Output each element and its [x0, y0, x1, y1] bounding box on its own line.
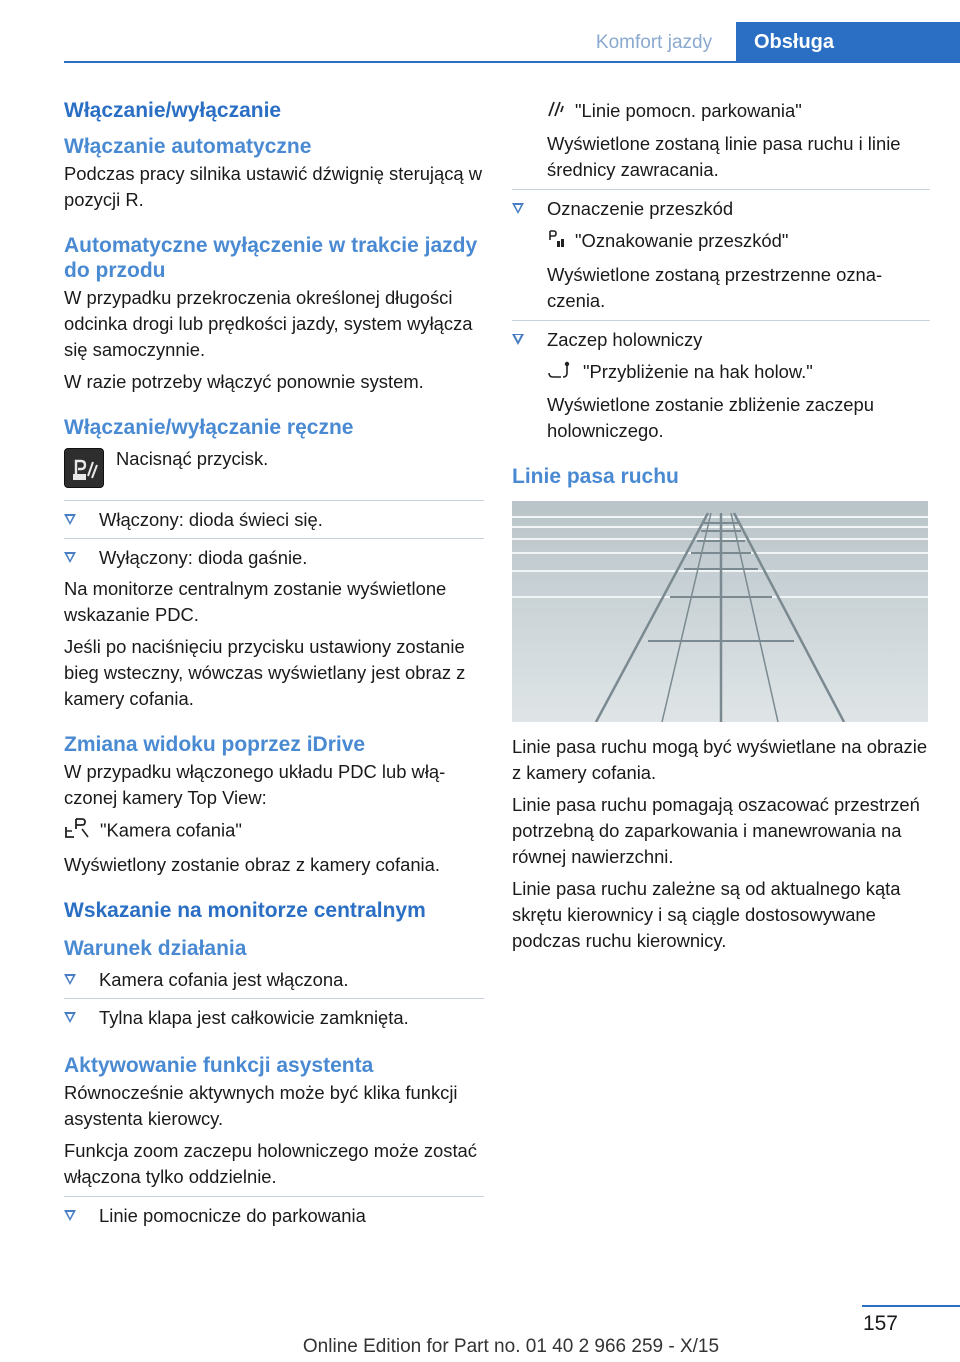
menu-entry-camera: "Kamera cofania"	[64, 817, 484, 846]
menu-entry-obstacles: "Oznakowanie przeszkód"	[512, 228, 930, 256]
paragraph-monitor: Na monitorze centralnym zostanie wyświetlone wskazanie PDC.	[64, 578, 447, 625]
paragraph-hitch: Wyświetlone zostanie zbliżenie zaczepu holowniczego.	[547, 393, 874, 441]
heading-on-off: Włączanie/wyłączanie	[64, 99, 282, 122]
rear-camera-icon	[64, 817, 90, 846]
paragraph-auto-off-2: W razie potrzeby włączyć ponownie system.	[64, 371, 424, 392]
paragraph-auto-on: Podczas pracy silnika ustawić dźwignię sterującą w pozycji R.	[64, 163, 483, 210]
paragraph-obstacles: Wyświetlone zostaną przestrzenne oznaczenia.	[547, 263, 883, 311]
hitch-zoom-icon	[547, 360, 573, 386]
paragraph-reverse: Jeśli po naciśnięciu przycisku ustawiony zostanie bieg wsteczny, wówczas wyświetlany jest obraz z kamery cofania.	[64, 636, 466, 709]
list-item-hitch: Zaczep holowniczy	[512, 327, 930, 353]
pdc-button-icon	[64, 448, 104, 488]
list-item-obstacles: Oznaczenie przeszkód	[512, 196, 930, 222]
paragraph-assist-2: Funkcja zoom zaczepu holowniczego może zostać włączona tylko oddzielnie.	[64, 1140, 477, 1187]
list-item-led-on: Włączony: dioda świeci się.	[64, 507, 484, 533]
paragraph-auto-off-1: W przypadku przekroczenia określonej długości odcinka drogi lub prędkości jazdy, system wyłącza się samoczynnie.	[64, 287, 473, 360]
header-active-tab: Obsługa	[736, 22, 960, 63]
parking-lines-icon	[547, 99, 565, 125]
button-instruction	[64, 448, 484, 488]
heading-idrive: Zmiana widoku poprzez iDrive	[64, 733, 366, 756]
heading-central-monitor: Wskazanie na monitorze centralnym	[64, 899, 426, 922]
list-item-led-off: Wyłączony: dioda gaśnie.	[64, 545, 484, 571]
heading-condition: Warunek działania	[64, 937, 247, 960]
list-item-tailgate: Tylna klapa jest całkowicie zamknięta.	[64, 1005, 484, 1031]
paragraph-lane-2: Linie pasa ruchu pomagają oszacować przestrzeń potrzebną do zaparkowania i manewrowania na równej nawierzchni.	[512, 793, 920, 867]
list-item-camera-on: Kamera cofania jest włączona.	[64, 967, 484, 993]
paragraph-assist-1: Równocześnie aktywnych może być klika funkcji asystenta kierowcy.	[64, 1082, 458, 1129]
heading-assist: Aktywowanie funkcji asystenta	[64, 1054, 374, 1077]
paragraph-press-button: Nacisnąć przycisk.	[116, 448, 269, 469]
menu-entry-parking-lines: "Linie pomocn. parkowania"	[512, 98, 930, 125]
list-item-parking-lines: Linie pomocnicze do parkowania	[64, 1203, 484, 1229]
header-section-tab: Komfort jazdy	[595, 32, 713, 53]
paragraph-parking-lines: Wyświetlone zostaną linie pasa ruchu i linie średnicy zawracania.	[547, 133, 901, 181]
right-column	[512, 98, 930, 960]
page-number: 157	[862, 1312, 898, 1335]
lane-lines-camera-image	[512, 501, 928, 722]
obstacle-marking-icon	[547, 229, 565, 256]
heading-lane-lines: Linie pasa ruchu	[512, 464, 679, 488]
paragraph-idrive: W przypadku włączonego układu PDC lub włączonej kamery Top View:	[64, 761, 446, 808]
left-column	[64, 98, 484, 1229]
heading-auto-off: Automatyczne wyłączenie w trakcie jazdy do przodu	[64, 234, 478, 282]
footer-rule	[862, 1305, 960, 1307]
paragraph-camera-shown: Wyświetlony zostanie obraz z kamery cofania.	[64, 854, 440, 875]
header-rule	[64, 61, 960, 63]
edition-footer: Online Edition for Part no. 01 40 2 966 259 - X/15	[302, 1336, 720, 1357]
menu-entry-hitch: "Przybliżenie na hak holow."	[512, 359, 930, 386]
paragraph-lane-1: Linie pasa ruchu mogą być wyświetlane na obrazie z kamery cofania.	[512, 735, 928, 783]
heading-manual: Włączanie/wyłączanie ręczne	[64, 416, 354, 439]
heading-auto-on: Włączanie automatyczne	[64, 135, 312, 158]
paragraph-lane-3: Linie pasa ruchu zależne są od aktualnego kąta skrętu kierownicy i są ciągle dostosowywane podczas ruchu kierownicy.	[512, 877, 901, 951]
